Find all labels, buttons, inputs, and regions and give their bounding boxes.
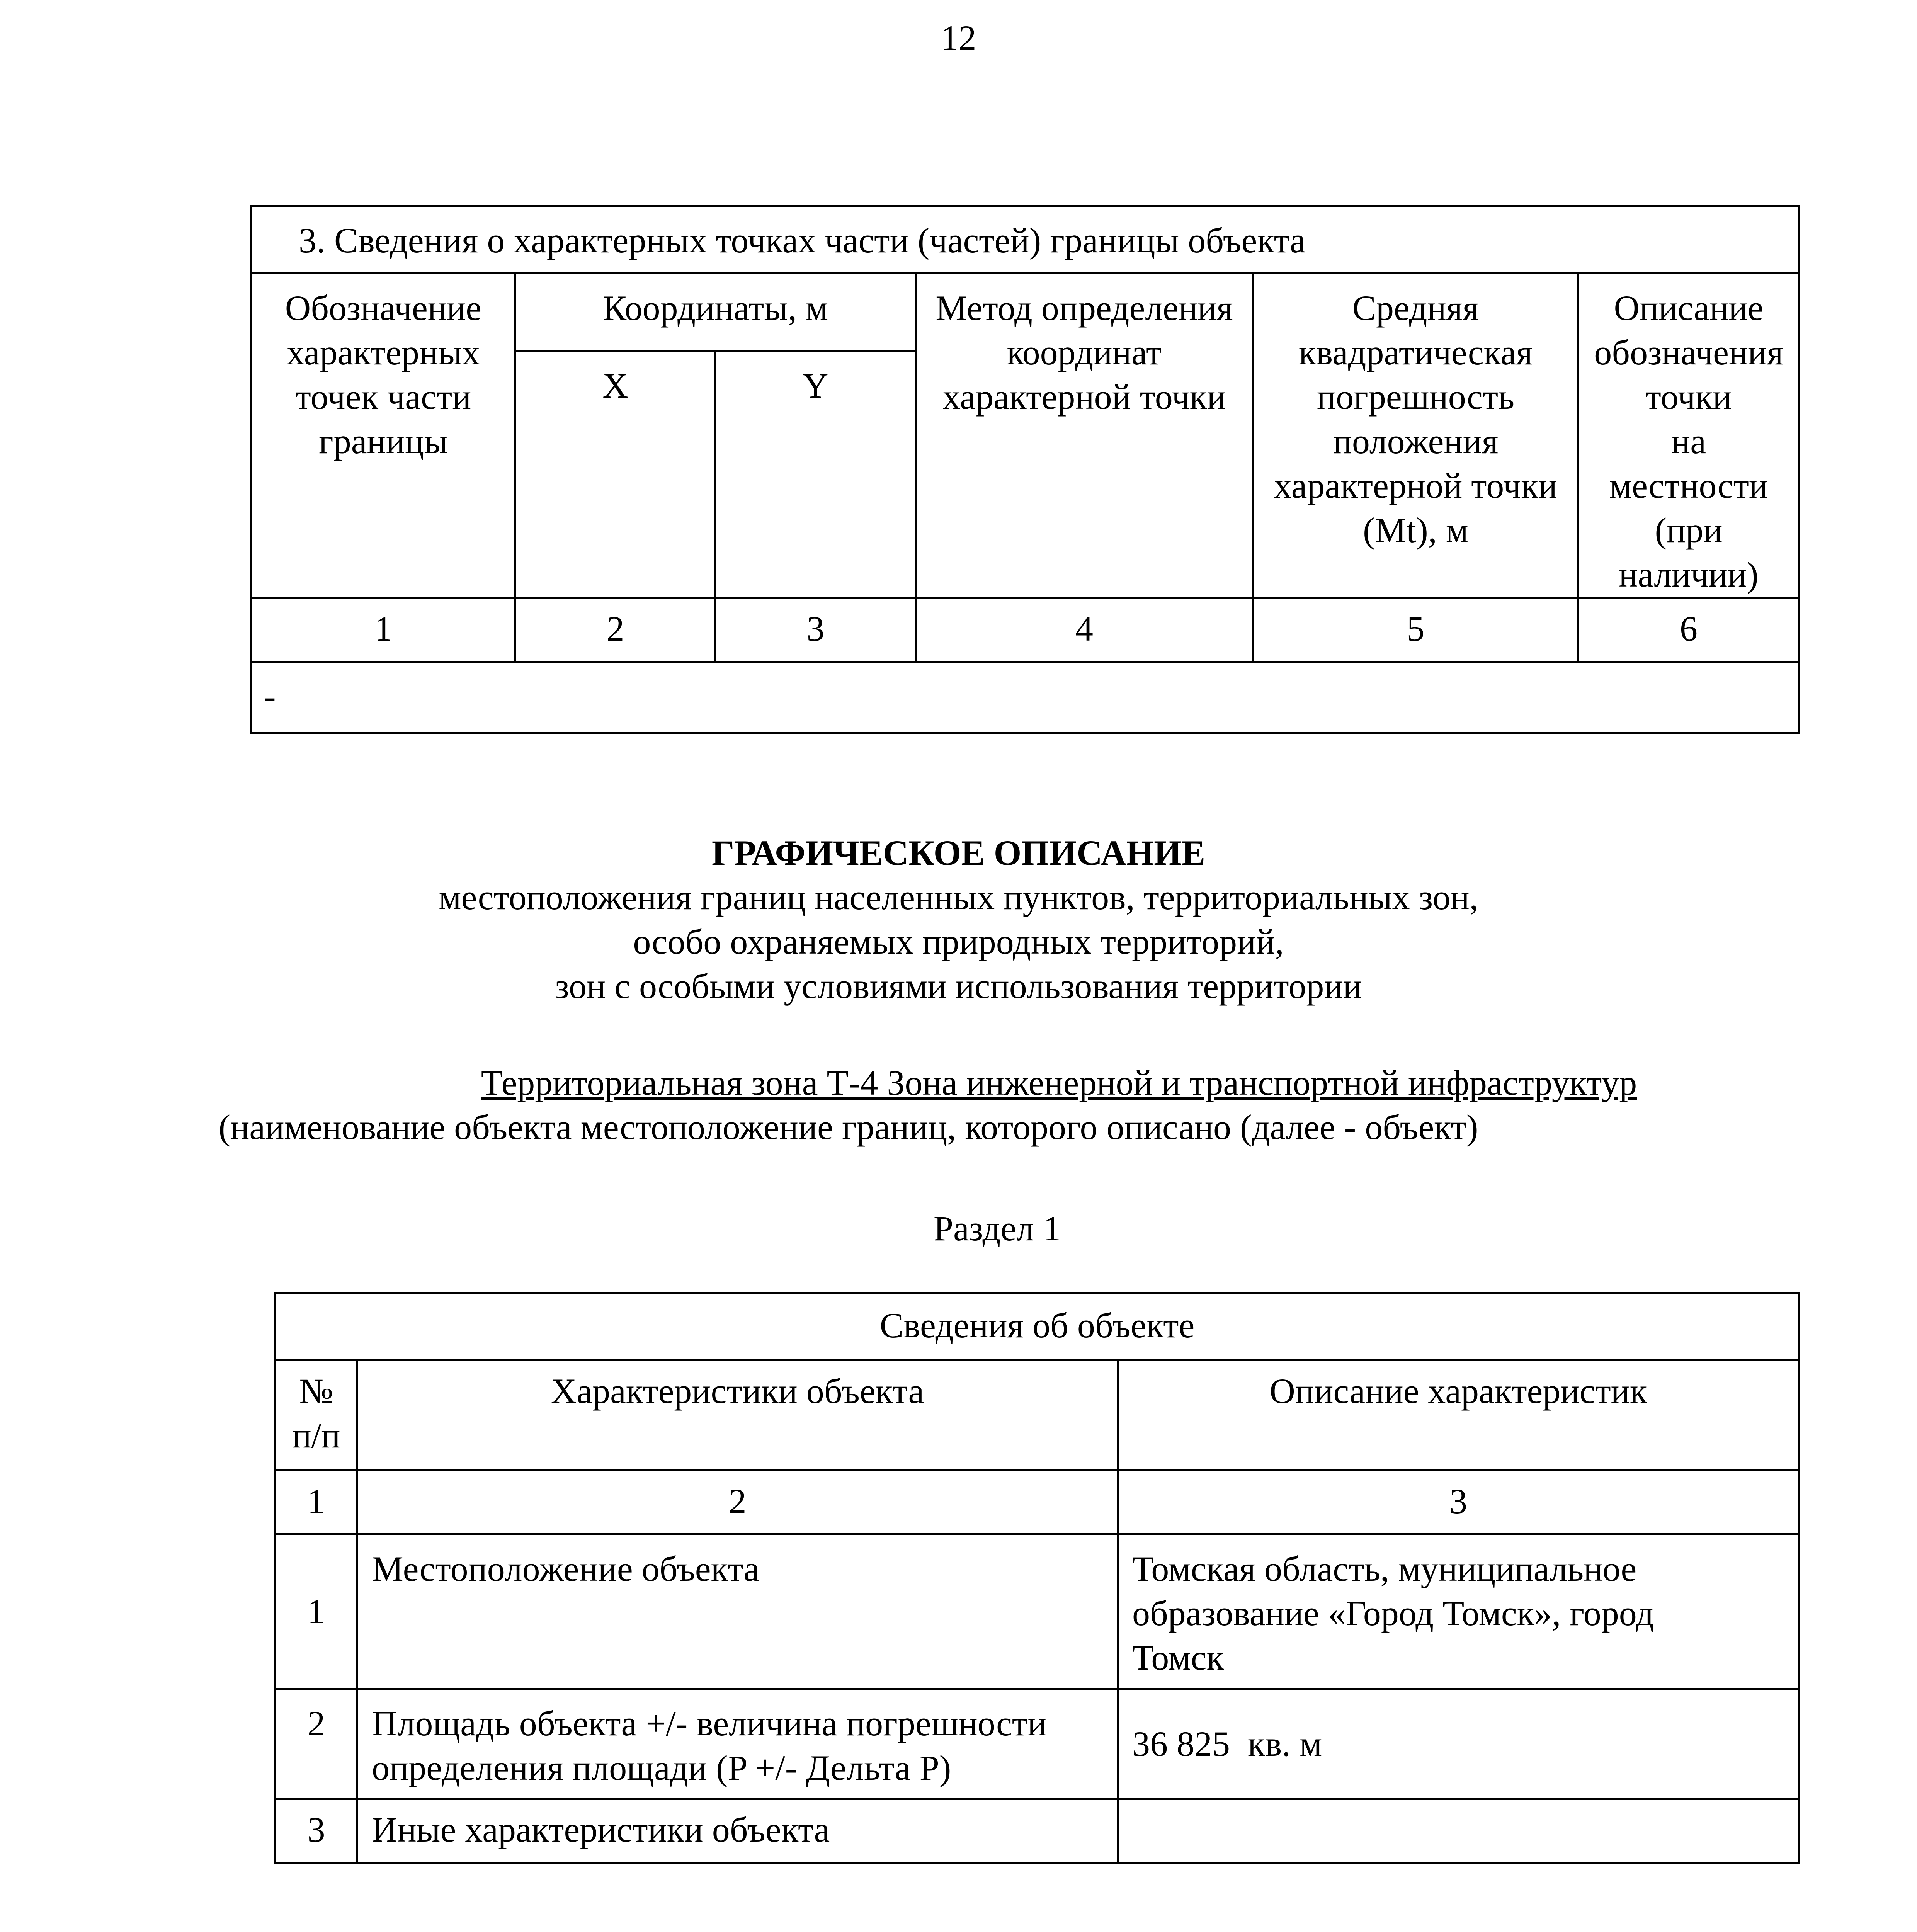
table-row [276,1799,1799,1863]
col-point-designation-header [252,274,515,598]
column-number: 2 [515,598,716,662]
object-name-block [0,1061,1917,1150]
cell-line: Томск [1132,1638,1224,1677]
header-line: Описание [1614,288,1764,328]
col-characteristics-header: Характеристики объекта [357,1361,1118,1471]
header-line: Средняя [1352,288,1479,328]
characteristic-cell [357,1534,1118,1689]
column-number: 3 [716,598,916,662]
header-line: обозначения [1594,333,1783,372]
header-line: № [299,1371,333,1411]
header-line: характерной точки [1274,466,1558,505]
characteristic-cell [357,1689,1118,1799]
col-x-header: X [515,351,716,598]
header-line: (Mt), м [1363,510,1468,550]
header-line: границы [318,422,448,461]
header-line: Метод определения [936,288,1233,328]
table-row [276,1534,1799,1689]
header-line: координат [1007,333,1162,372]
column-number: 6 [1579,598,1799,662]
characteristic-cell [357,1799,1118,1863]
description-cell [1118,1689,1799,1799]
row-number: 2 [276,1689,357,1799]
graphic-description-heading [0,831,1917,1009]
cell-line: Местоположение объекта [372,1549,760,1588]
col-description-header [1579,274,1799,598]
empty-data-row: - [252,662,1799,733]
row-number: 3 [276,1799,357,1863]
header-line: местности [1609,466,1768,505]
header-line: точек части [295,377,471,417]
points-table-title: 3. Сведения о характерных точках части (частей) границы объекта [252,206,1799,274]
row-number: 1 [276,1534,357,1689]
description-cell [1118,1799,1799,1863]
column-number: 2 [357,1471,1118,1534]
column-number: 4 [916,598,1253,662]
characteristic-points-table [250,205,1800,734]
page-number: 12 [941,18,976,58]
object-name: Территориальная зона Т-4 Зона инженерной и транспортной инфраструктур [481,1063,1637,1102]
header-line: наличии) [1619,555,1759,594]
header-line: точки [1645,377,1732,417]
header-line: погрешность [1317,377,1515,417]
cell-line: определения площади (P +/- Дельта P) [372,1748,951,1787]
col-description-header: Описание характеристик [1118,1361,1799,1471]
cell-line: 36 825 кв. м [1132,1724,1322,1764]
heading-title: ГРАФИЧЕСКОЕ ОПИСАНИЕ [711,833,1206,872]
cell-line: Площадь объекта +/- величина погрешности [372,1704,1047,1743]
header-line: характерной точки [942,377,1226,417]
header-line: положения [1333,422,1499,461]
header-line: (при [1655,510,1723,550]
header-line: п/п [292,1416,340,1455]
header-line: характерных [286,333,480,372]
heading-line: зон с особыми условиями использования территории [555,966,1362,1006]
col-coordinates-header: Координаты, м [515,274,916,351]
col-y-header: Y [716,351,916,598]
table-row [276,1689,1799,1799]
cell-line: Томская область, муниципальное [1132,1549,1637,1588]
col-method-header [916,274,1253,598]
column-number: 1 [252,598,515,662]
col-mean-square-error-header [1253,274,1579,598]
header-line: на [1671,422,1706,461]
column-number: 1 [276,1471,357,1534]
description-cell [1118,1534,1799,1689]
object-info-table [274,1292,1800,1864]
object-name-note: (наименование объекта местоположение границ, которого описано (далее - объект) [218,1107,1478,1147]
header-line: квадратическая [1298,333,1533,372]
col-no-header [276,1361,357,1471]
heading-line: особо охраняемых природных территорий, [633,922,1284,961]
header-line: Обозначение [285,288,482,328]
cell-line: образование «Город Томск», город [1132,1594,1654,1633]
heading-line: местоположения границ населенных пунктов, территориальных зон, [439,878,1478,917]
section-label: Раздел 1 [933,1209,1061,1248]
object-table-title: Сведения об объекте [276,1293,1799,1361]
column-number: 5 [1253,598,1579,662]
cell-line: Иные характеристики объекта [372,1810,830,1849]
column-number: 3 [1118,1471,1799,1534]
